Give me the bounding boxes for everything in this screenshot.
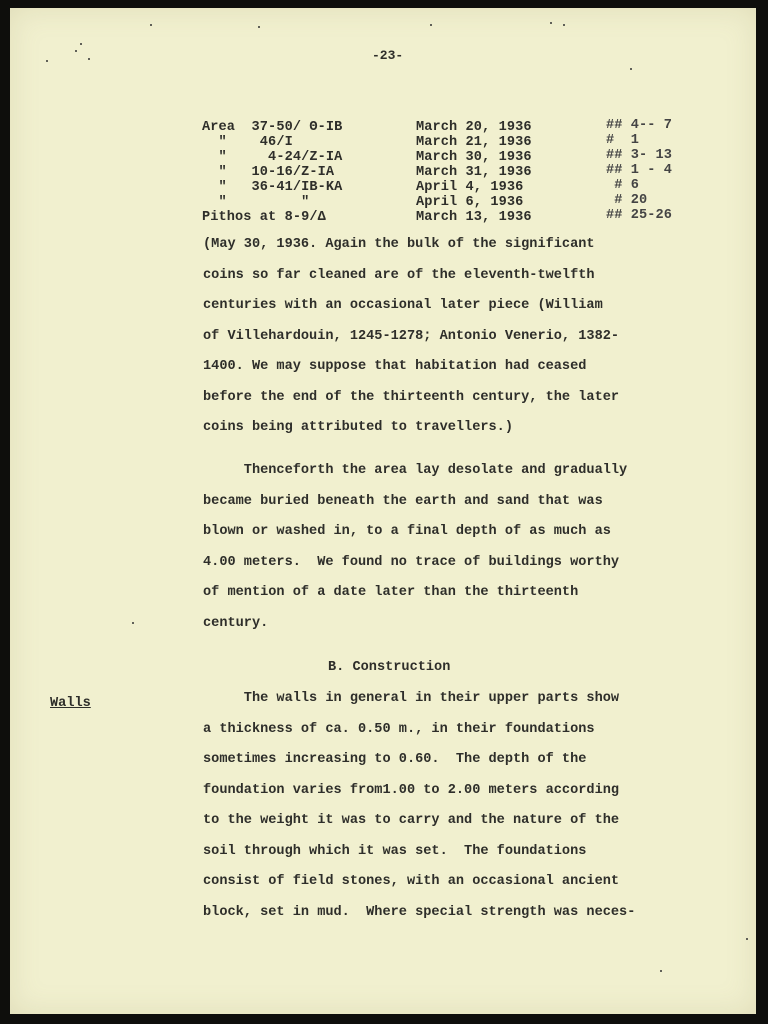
scan-speck — [660, 970, 662, 972]
document-page — [10, 8, 756, 1014]
table-num-6: ## 25-26 — [606, 208, 673, 223]
text-line: soil through which it was set. The foundations — [203, 843, 587, 859]
table-date-3: March 31, 1936 — [416, 165, 532, 180]
table-num-0: ## 4-- 7 — [606, 118, 673, 133]
scan-speck — [150, 24, 152, 26]
text-line: became buried beneath the earth and sand that was — [203, 493, 603, 509]
table-num-5: # 20 — [606, 193, 648, 208]
side-label-walls: Walls — [50, 696, 91, 711]
text-line: century. — [203, 615, 269, 631]
scan-speck — [75, 50, 77, 52]
table-area-5: " " — [202, 195, 310, 210]
table-area-4: " 36-41/IB-KA — [202, 180, 343, 195]
table-area-1: " 46/I — [202, 135, 293, 150]
table-num-2: ## 3- 13 — [606, 148, 673, 163]
text-line: block, set in mud. Where special strength was neces- — [203, 904, 636, 920]
text-line: Thenceforth the area lay desolate and gradually — [203, 463, 628, 478]
table-date-6: March 13, 1936 — [416, 210, 532, 225]
scan-speck — [88, 58, 90, 60]
table-num-1: # 1 — [606, 133, 640, 148]
table-area-2: " 4-24/Z-IA — [202, 150, 343, 165]
page-number: -23- — [372, 48, 404, 63]
table-num-3: ## 1 - 4 — [606, 163, 673, 178]
text-line: foundation varies from1.00 to 2.00 meters according — [203, 782, 620, 798]
text-line: to the weight it was to carry and the nature of the — [203, 813, 620, 828]
scan-speck — [563, 24, 565, 26]
scan-speck — [746, 938, 748, 940]
table-date-5: April 6, 1936 — [416, 195, 524, 210]
text-line: blown or washed in, to a final depth of as much as — [203, 524, 611, 539]
text-line: The walls in general in their upper parts show — [203, 691, 620, 706]
scan-speck — [46, 60, 48, 62]
text-line: 1400. We may suppose that habitation had ceased — [203, 359, 587, 374]
scan-speck — [132, 622, 134, 624]
table-num-4: # 6 — [606, 178, 640, 193]
section-heading: B. Construction — [328, 660, 451, 675]
text-line: 4.00 meters. We found no trace of buildings worthy — [203, 554, 620, 570]
text-line: of mention of a date later than the thirteenth — [203, 585, 579, 600]
scan-speck — [430, 24, 432, 26]
text-line: of Villehardouin, 1245-1278; Antonio Venerio, 1382- — [203, 328, 620, 344]
scan-speck — [80, 43, 82, 45]
table-date-1: March 21, 1936 — [416, 135, 532, 150]
text-line: before the end of the thirteenth century, the later — [203, 389, 620, 405]
text-line: centuries with an occasional later piece (William — [203, 298, 603, 313]
table-area-6: Pithos at 8-9/Δ — [202, 210, 326, 225]
text-line: coins so far cleaned are of the eleventh-twelfth — [203, 267, 595, 283]
text-line: sometimes increasing to 0.60. The depth of the — [203, 752, 587, 767]
text-line: a thickness of ca. 0.50 m., in their foundations — [203, 721, 595, 737]
table-area-3: " 10-16/Z-IA — [202, 165, 335, 180]
table-date-0: March 20, 1936 — [416, 120, 532, 135]
scan-speck — [258, 26, 260, 28]
scan-speck — [550, 22, 552, 24]
table-area-0: Area 37-50/ Θ-IB — [202, 120, 343, 135]
table-date-4: April 4, 1936 — [416, 180, 524, 195]
table-date-2: March 30, 1936 — [416, 150, 532, 165]
text-line: consist of field stones, with an occasional ancient — [203, 874, 620, 889]
scan-speck — [630, 68, 632, 70]
text-line: (May 30, 1936. Again the bulk of the significant — [203, 237, 595, 252]
text-line: coins being attributed to travellers.) — [203, 420, 513, 435]
